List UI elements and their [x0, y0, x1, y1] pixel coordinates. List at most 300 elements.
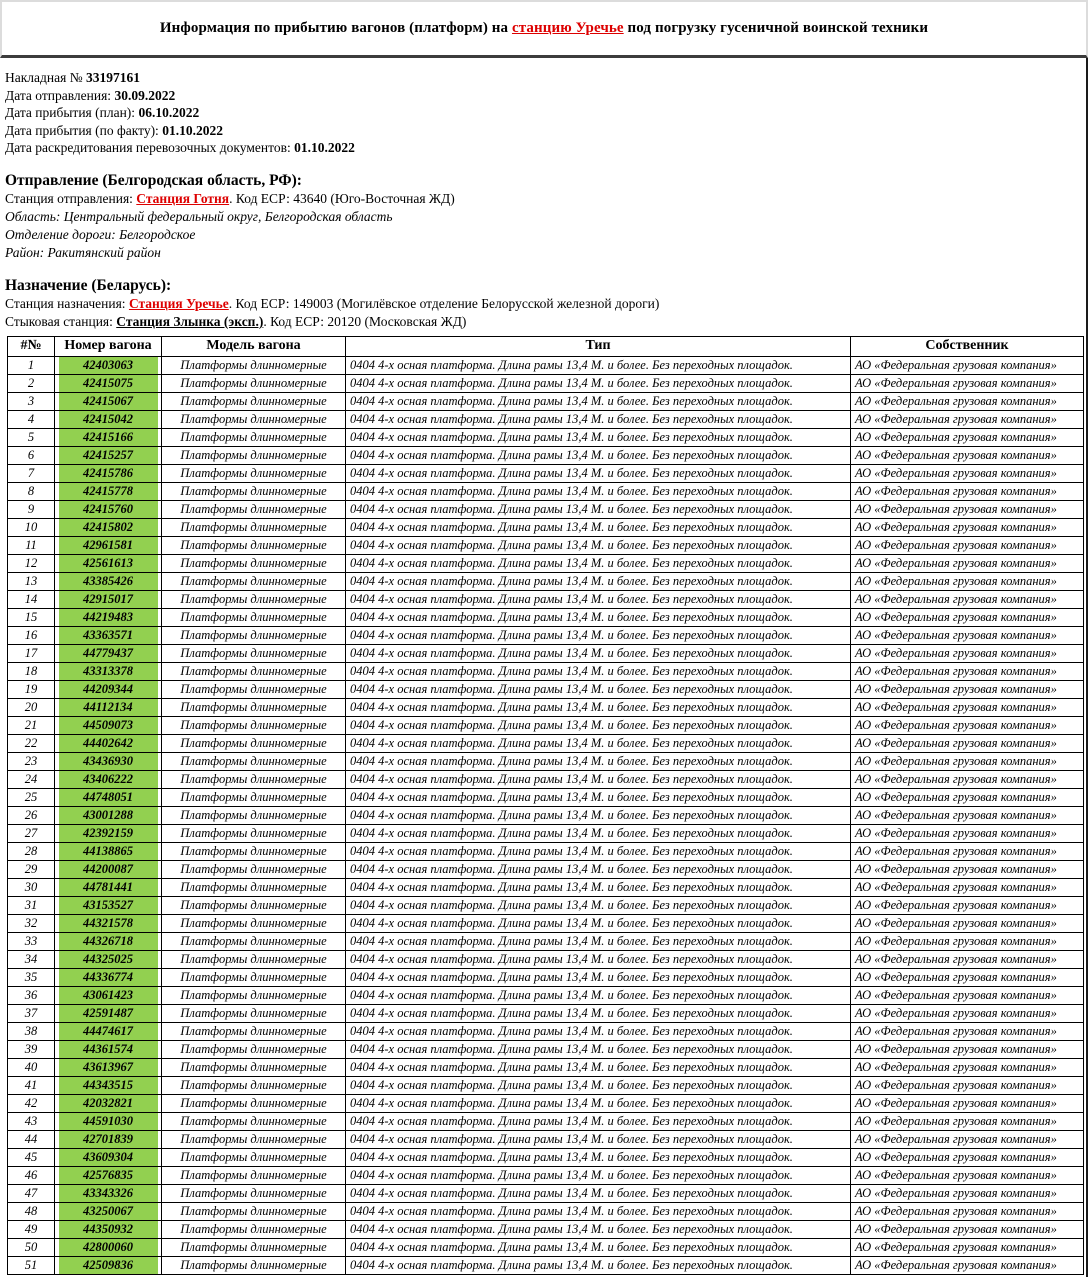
table-row	[8, 950, 1084, 968]
wagon-number-cell: 42701839	[55, 1130, 162, 1148]
wagon-number-cell: 43061423	[55, 986, 162, 1004]
wagon-model-cell: Платформы длинномерные	[162, 734, 346, 752]
wagon-number-cell: 44321578	[55, 914, 162, 932]
wagon-number-cell: 42415760	[55, 500, 162, 518]
wagon-type-cell: 0404 4-х осная платформа. Длина рамы 13,4 М. и более. Без переходных площадок.	[346, 518, 851, 536]
wagon-model-cell: Платформы длинномерные	[162, 806, 346, 824]
wagon-table	[7, 336, 1084, 1275]
row-index-cell: 6	[8, 446, 55, 464]
wagon-model-cell: Платформы длинномерные	[162, 500, 346, 518]
row-index-cell: 40	[8, 1058, 55, 1076]
table-row	[8, 356, 1084, 374]
wagon-model-cell: Платформы длинномерные	[162, 1040, 346, 1058]
wagon-model-cell: Платформы длинномерные	[162, 1184, 346, 1202]
table-row	[8, 608, 1084, 626]
wagon-owner-cell: АО «Федеральная грузовая компания»	[851, 986, 1084, 1004]
row-index-cell: 5	[8, 428, 55, 446]
wagon-type-cell: 0404 4-х осная платформа. Длина рамы 13,4 М. и более. Без переходных площадок.	[346, 734, 851, 752]
wagon-model-cell: Платформы длинномерные	[162, 536, 346, 554]
table-row	[8, 374, 1084, 392]
wagon-number-cell: 42032821	[55, 1094, 162, 1112]
wagon-model-cell: Платформы длинномерные	[162, 1130, 346, 1148]
row-index-cell: 3	[8, 392, 55, 410]
row-index-cell: 38	[8, 1022, 55, 1040]
wagon-type-cell: 0404 4-х осная платформа. Длина рамы 13,4 М. и более. Без переходных площадок.	[346, 356, 851, 374]
wagon-number-cell: 42509836	[55, 1256, 162, 1274]
wagon-owner-cell: АО «Федеральная грузовая компания»	[851, 518, 1084, 536]
wagon-owner-cell: АО «Федеральная грузовая компания»	[851, 392, 1084, 410]
wagon-model-cell: Платформы длинномерные	[162, 950, 346, 968]
wagon-type-cell: 0404 4-х осная платформа. Длина рамы 13,4 М. и более. Без переходных площадок.	[346, 410, 851, 428]
wagon-number-cell: 44509073	[55, 716, 162, 734]
wagon-number-cell: 42392159	[55, 824, 162, 842]
documents-release-label: Дата раскредитования перевозочных документов:	[5, 140, 295, 156]
wagon-type-cell: 0404 4-х осная платформа. Длина рамы 13,4 М. и более. Без переходных площадок.	[346, 374, 851, 392]
table-row	[8, 392, 1084, 410]
departure-station-label: Станция отправления:	[5, 190, 137, 206]
wagon-number-cell: 44326718	[55, 932, 162, 950]
table-row	[8, 1004, 1084, 1022]
wagon-model-cell: Платформы длинномерные	[162, 842, 346, 860]
wagon-type-cell: 0404 4-х осная платформа. Длина рамы 13,4 М. и более. Без переходных площадок.	[346, 428, 851, 446]
table-row	[8, 1256, 1084, 1274]
wagon-owner-cell: АО «Федеральная грузовая компания»	[851, 734, 1084, 752]
wagon-number-cell: 42415075	[55, 374, 162, 392]
row-index-cell: 17	[8, 644, 55, 662]
wagon-type-cell: 0404 4-х осная платформа. Длина рамы 13,4 М. и более. Без переходных площадок.	[346, 1040, 851, 1058]
wagon-owner-cell: АО «Федеральная грузовая компания»	[851, 1094, 1084, 1112]
wagon-type-cell: 0404 4-х осная платформа. Длина рамы 13,4 М. и более. Без переходных площадок.	[346, 680, 851, 698]
row-index-cell: 24	[8, 770, 55, 788]
actual-arrival-label: Дата прибытия (по факту):	[5, 122, 163, 138]
wagon-owner-cell: АО «Федеральная грузовая компания»	[851, 680, 1084, 698]
wagon-model-cell: Платформы длинномерные	[162, 1058, 346, 1076]
table-row	[8, 446, 1084, 464]
wagon-model-cell: Платформы длинномерные	[162, 914, 346, 932]
wagon-type-cell: 0404 4-х осная платформа. Длина рамы 13,4 М. и более. Без переходных площадок.	[346, 1022, 851, 1040]
waybill-block	[5, 69, 1086, 157]
junction-station-rest: . Код ЕСР: 20120 (Московская ЖД)	[263, 313, 467, 329]
wagon-type-cell: 0404 4-х осная платформа. Длина рамы 13,4 М. и более. Без переходных площадок.	[346, 392, 851, 410]
table-row	[8, 878, 1084, 896]
wagon-model-cell: Платформы длинномерные	[162, 1004, 346, 1022]
wagon-model-cell: Платформы длинномерные	[162, 752, 346, 770]
wagon-number-cell: 43613967	[55, 1058, 162, 1076]
wagon-owner-cell: АО «Федеральная грузовая компания»	[851, 428, 1084, 446]
departure-region-line: Область: Центральный федеральный округ, Белгородская область	[5, 208, 393, 224]
wagon-type-cell: 0404 4-х осная платформа. Длина рамы 13,4 М. и более. Без переходных площадок.	[346, 1130, 851, 1148]
row-index-cell: 14	[8, 590, 55, 608]
table-row	[8, 806, 1084, 824]
row-index-cell: 20	[8, 698, 55, 716]
junction-station-line	[5, 313, 1086, 331]
wagon-model-cell: Платформы длинномерные	[162, 1238, 346, 1256]
table-row	[8, 644, 1084, 662]
wagon-owner-cell: АО «Федеральная грузовая компания»	[851, 1166, 1084, 1184]
title-station-link[interactable]: станцию Уречье	[511, 20, 624, 36]
row-index-cell: 33	[8, 932, 55, 950]
wagon-owner-cell: АО «Федеральная грузовая компания»	[851, 374, 1084, 392]
wagon-type-cell: 0404 4-х осная платформа. Длина рамы 13,4 М. и более. Без переходных площадок.	[346, 914, 851, 932]
wagon-number-cell: 44748051	[55, 788, 162, 806]
destination-station-line	[5, 295, 1086, 313]
wagon-model-cell: Платформы длинномерные	[162, 608, 346, 626]
waybill-number-line	[5, 69, 1086, 87]
wagon-owner-cell: АО «Федеральная грузовая компания»	[851, 842, 1084, 860]
table-row	[8, 1166, 1084, 1184]
row-index-cell: 43	[8, 1112, 55, 1130]
wagon-number-cell: 42561613	[55, 554, 162, 572]
wagon-type-cell: 0404 4-х осная платформа. Длина рамы 13,4 М. и более. Без переходных площадок.	[346, 770, 851, 788]
wagon-number-cell: 44361574	[55, 1040, 162, 1058]
documents-release-line	[5, 139, 1086, 157]
wagon-owner-cell: АО «Федеральная грузовая компания»	[851, 716, 1084, 734]
wagon-number-cell: 42800060	[55, 1238, 162, 1256]
wagon-number-cell: 44112134	[55, 698, 162, 716]
wagon-number-cell: 44200087	[55, 860, 162, 878]
wagon-model-cell: Платформы длинномерные	[162, 662, 346, 680]
wagon-owner-cell: АО «Федеральная грузовая компания»	[851, 608, 1084, 626]
row-index-cell: 29	[8, 860, 55, 878]
row-index-cell: 21	[8, 716, 55, 734]
departure-station-line	[5, 190, 1086, 208]
document-title	[160, 20, 928, 37]
departure-heading: Отправление (Белгородская область, РФ):	[5, 171, 302, 189]
wagon-number-cell: 44591030	[55, 1112, 162, 1130]
row-index-cell: 35	[8, 968, 55, 986]
table-row	[8, 842, 1084, 860]
wagon-number-cell: 44779437	[55, 644, 162, 662]
planned-arrival-line	[5, 104, 1086, 122]
wagon-model-cell: Платформы длинномерные	[162, 446, 346, 464]
wagon-model-cell: Платформы длинномерные	[162, 554, 346, 572]
wagon-model-cell: Платформы длинномерные	[162, 1022, 346, 1040]
row-index-cell: 2	[8, 374, 55, 392]
wagon-model-cell: Платформы длинномерные	[162, 770, 346, 788]
wagon-model-cell: Платформы длинномерные	[162, 590, 346, 608]
wagon-number-cell: 44138865	[55, 842, 162, 860]
destination-section	[5, 276, 1086, 331]
wagon-model-cell: Платформы длинномерные	[162, 824, 346, 842]
row-index-cell: 7	[8, 464, 55, 482]
table-row	[8, 554, 1084, 572]
wagon-owner-cell: АО «Федеральная грузовая компания»	[851, 824, 1084, 842]
wagon-owner-cell: АО «Федеральная грузовая компания»	[851, 590, 1084, 608]
wagon-type-cell: 0404 4-х осная платформа. Длина рамы 13,4 М. и более. Без переходных площадок.	[346, 536, 851, 554]
planned-arrival-value: 06.10.2022	[138, 105, 200, 121]
wagon-model-cell: Платформы длинномерные	[162, 716, 346, 734]
junction-station-label: Стыковая станция:	[5, 313, 117, 329]
wagon-owner-cell: АО «Федеральная грузовая компания»	[851, 788, 1084, 806]
wagon-owner-cell: АО «Федеральная грузовая компания»	[851, 572, 1084, 590]
document-title-suffix: под погрузку гусеничной воинской техники	[623, 20, 929, 36]
row-index-cell: 32	[8, 914, 55, 932]
wagon-model-cell: Платформы длинномерные	[162, 1220, 346, 1238]
waybill-number-label: Накладная №	[5, 70, 86, 85]
wagon-type-cell: 0404 4-х осная платформа. Длина рамы 13,4 М. и более. Без переходных площадок.	[346, 590, 851, 608]
wagon-table-head	[8, 336, 1084, 356]
departure-date-value: 30.09.2022	[114, 87, 176, 103]
wagon-type-cell: 0404 4-х осная платформа. Длина рамы 13,4 М. и более. Без переходных площадок.	[346, 554, 851, 572]
table-row	[8, 914, 1084, 932]
wagon-owner-cell: АО «Федеральная грузовая компания»	[851, 1022, 1084, 1040]
row-index-cell: 26	[8, 806, 55, 824]
row-index-cell: 1	[8, 356, 55, 374]
wagon-owner-cell: АО «Федеральная грузовая компания»	[851, 626, 1084, 644]
row-index-cell: 48	[8, 1202, 55, 1220]
wagon-number-cell: 42415166	[55, 428, 162, 446]
table-row	[8, 752, 1084, 770]
wagon-number-cell: 43153527	[55, 896, 162, 914]
wagon-number-cell: 42415802	[55, 518, 162, 536]
header-row	[8, 336, 1084, 356]
table-row	[8, 572, 1084, 590]
wagon-number-cell: 42415042	[55, 410, 162, 428]
row-index-cell: 44	[8, 1130, 55, 1148]
wagon-type-cell: 0404 4-х осная платформа. Длина рамы 13,4 М. и более. Без переходных площадок.	[346, 1076, 851, 1094]
table-row	[8, 1238, 1084, 1256]
header-wagon-type: Тип	[346, 336, 851, 356]
table-row	[8, 1076, 1084, 1094]
document-content	[0, 58, 1088, 1277]
wagon-number-cell: 44781441	[55, 878, 162, 896]
wagon-number-cell: 43406222	[55, 770, 162, 788]
wagon-type-cell: 0404 4-х осная платформа. Длина рамы 13,4 М. и более. Без переходных площадок.	[346, 1004, 851, 1022]
wagon-type-cell: 0404 4-х осная платформа. Длина рамы 13,4 М. и более. Без переходных площадок.	[346, 1184, 851, 1202]
wagon-model-cell: Платформы длинномерные	[162, 698, 346, 716]
row-index-cell: 36	[8, 986, 55, 1004]
wagon-type-cell: 0404 4-х осная платформа. Длина рамы 13,4 М. и более. Без переходных площадок.	[346, 716, 851, 734]
wagon-type-cell: 0404 4-х осная платформа. Длина рамы 13,4 М. и более. Без переходных площадок.	[346, 626, 851, 644]
table-row	[8, 896, 1084, 914]
wagon-model-cell: Платформы длинномерные	[162, 1166, 346, 1184]
table-row	[8, 770, 1084, 788]
wagon-number-cell: 44474617	[55, 1022, 162, 1040]
actual-arrival-line	[5, 122, 1086, 140]
wagon-number-cell: 43436930	[55, 752, 162, 770]
wagon-owner-cell: АО «Федеральная грузовая компания»	[851, 1076, 1084, 1094]
table-row	[8, 482, 1084, 500]
wagon-type-cell: 0404 4-х осная платформа. Длина рамы 13,4 М. и более. Без переходных площадок.	[346, 482, 851, 500]
wagon-number-cell: 44343515	[55, 1076, 162, 1094]
wagon-number-cell: 43343326	[55, 1184, 162, 1202]
header-wagon-model: Модель вагона	[162, 336, 346, 356]
wagon-owner-cell: АО «Федеральная грузовая компания»	[851, 698, 1084, 716]
table-row	[8, 428, 1084, 446]
row-index-cell: 50	[8, 1238, 55, 1256]
wagon-model-cell: Платформы длинномерные	[162, 518, 346, 536]
row-index-cell: 13	[8, 572, 55, 590]
wagon-number-cell: 42591487	[55, 1004, 162, 1022]
wagon-owner-cell: АО «Федеральная грузовая компания»	[851, 464, 1084, 482]
wagon-owner-cell: АО «Федеральная грузовая компания»	[851, 410, 1084, 428]
table-row	[8, 1148, 1084, 1166]
wagon-type-cell: 0404 4-х осная платформа. Длина рамы 13,4 М. и более. Без переходных площадок.	[346, 1094, 851, 1112]
departure-division-line: Отделение дороги: Белгородское	[5, 226, 196, 242]
table-row	[8, 932, 1084, 950]
wagon-number-cell: 44336774	[55, 968, 162, 986]
wagon-type-cell: 0404 4-х осная платформа. Длина рамы 13,4 М. и более. Без переходных площадок.	[346, 968, 851, 986]
wagon-owner-cell: АО «Федеральная грузовая компания»	[851, 1238, 1084, 1256]
wagon-owner-cell: АО «Федеральная грузовая компания»	[851, 1004, 1084, 1022]
destination-station-link[interactable]: Станция Уречье	[128, 295, 229, 311]
wagon-number-cell: 42915017	[55, 590, 162, 608]
table-row	[8, 518, 1084, 536]
wagon-owner-cell: АО «Федеральная грузовая компания»	[851, 662, 1084, 680]
row-index-cell: 12	[8, 554, 55, 572]
wagon-type-cell: 0404 4-х осная платформа. Длина рамы 13,4 М. и более. Без переходных площадок.	[346, 860, 851, 878]
wagon-type-cell: 0404 4-х осная платформа. Длина рамы 13,4 М. и более. Без переходных площадок.	[346, 1166, 851, 1184]
table-row	[8, 1130, 1084, 1148]
table-row	[8, 860, 1084, 878]
wagon-owner-cell: АО «Федеральная грузовая компания»	[851, 356, 1084, 374]
wagon-model-cell: Платформы длинномерные	[162, 572, 346, 590]
row-index-cell: 39	[8, 1040, 55, 1058]
wagon-table-body	[8, 356, 1084, 1274]
wagon-owner-cell: АО «Федеральная грузовая компания»	[851, 752, 1084, 770]
table-row	[8, 1184, 1084, 1202]
wagon-owner-cell: АО «Федеральная грузовая компания»	[851, 878, 1084, 896]
departure-station-link[interactable]: Станция Готня	[136, 190, 230, 206]
row-index-cell: 18	[8, 662, 55, 680]
table-row	[8, 698, 1084, 716]
wagon-type-cell: 0404 4-х осная платформа. Длина рамы 13,4 М. и более. Без переходных площадок.	[346, 464, 851, 482]
wagon-owner-cell: АО «Федеральная грузовая компания»	[851, 914, 1084, 932]
wagon-model-cell: Платформы длинномерные	[162, 1094, 346, 1112]
row-index-cell: 28	[8, 842, 55, 860]
header-index: #№	[8, 336, 55, 356]
wagon-number-cell: 42961581	[55, 536, 162, 554]
waybill-number-value: 33197161	[85, 70, 140, 85]
wagon-type-cell: 0404 4-х осная платформа. Длина рамы 13,4 М. и более. Без переходных площадок.	[346, 500, 851, 518]
wagon-type-cell: 0404 4-х осная платформа. Длина рамы 13,4 М. и более. Без переходных площадок.	[346, 1238, 851, 1256]
wagon-model-cell: Платформы длинномерные	[162, 428, 346, 446]
wagon-type-cell: 0404 4-х осная платформа. Длина рамы 13,4 М. и более. Без переходных площадок.	[346, 1202, 851, 1220]
table-row	[8, 1094, 1084, 1112]
wagon-type-cell: 0404 4-х осная платформа. Длина рамы 13,4 М. и более. Без переходных площадок.	[346, 644, 851, 662]
table-row	[8, 626, 1084, 644]
wagon-model-cell: Платформы длинномерные	[162, 986, 346, 1004]
wagon-model-cell: Платформы длинномерные	[162, 644, 346, 662]
wagon-owner-cell: АО «Федеральная грузовая компания»	[851, 896, 1084, 914]
wagon-owner-cell: АО «Федеральная грузовая компания»	[851, 446, 1084, 464]
table-row	[8, 590, 1084, 608]
table-row	[8, 1058, 1084, 1076]
wagon-model-cell: Платформы длинномерные	[162, 482, 346, 500]
wagon-owner-cell: АО «Федеральная грузовая компания»	[851, 1202, 1084, 1220]
wagon-number-cell: 42415778	[55, 482, 162, 500]
wagon-owner-cell: АО «Федеральная грузовая компания»	[851, 950, 1084, 968]
wagon-owner-cell: АО «Федеральная грузовая компания»	[851, 1148, 1084, 1166]
row-index-cell: 15	[8, 608, 55, 626]
title-block	[0, 0, 1088, 58]
wagon-type-cell: 0404 4-х осная платформа. Длина рамы 13,4 М. и более. Без переходных площадок.	[346, 1220, 851, 1238]
table-row	[8, 464, 1084, 482]
row-index-cell: 4	[8, 410, 55, 428]
wagon-type-cell: 0404 4-х осная платформа. Длина рамы 13,4 М. и более. Без переходных площадок.	[346, 986, 851, 1004]
wagon-type-cell: 0404 4-х осная платформа. Длина рамы 13,4 М. и более. Без переходных площадок.	[346, 446, 851, 464]
wagon-type-cell: 0404 4-х осная платформа. Длина рамы 13,4 М. и более. Без переходных площадок.	[346, 896, 851, 914]
table-row	[8, 1220, 1084, 1238]
table-row	[8, 716, 1084, 734]
document-title-prefix: Информация по прибытию вагонов (платформ) на	[159, 20, 512, 36]
row-index-cell: 51	[8, 1256, 55, 1274]
wagon-model-cell: Платформы длинномерные	[162, 356, 346, 374]
table-row	[8, 734, 1084, 752]
wagon-owner-cell: АО «Федеральная грузовая компания»	[851, 500, 1084, 518]
table-row	[8, 968, 1084, 986]
wagon-type-cell: 0404 4-х осная платформа. Длина рамы 13,4 М. и более. Без переходных площадок.	[346, 752, 851, 770]
wagon-number-cell: 44209344	[55, 680, 162, 698]
table-row	[8, 410, 1084, 428]
wagon-number-cell: 43001288	[55, 806, 162, 824]
wagon-number-cell: 44350932	[55, 1220, 162, 1238]
wagon-model-cell: Платформы длинномерные	[162, 374, 346, 392]
row-index-cell: 22	[8, 734, 55, 752]
wagon-model-cell: Платформы длинномерные	[162, 860, 346, 878]
wagon-number-cell: 44402642	[55, 734, 162, 752]
header-wagon-number: Номер вагона	[55, 336, 162, 356]
wagon-model-cell: Платформы длинномерные	[162, 1148, 346, 1166]
junction-station-name: Станция Злынка (эксп.)	[116, 313, 264, 329]
wagon-model-cell: Платформы длинномерные	[162, 1202, 346, 1220]
row-index-cell: 49	[8, 1220, 55, 1238]
wagon-owner-cell: АО «Федеральная грузовая компания»	[851, 1040, 1084, 1058]
wagon-owner-cell: АО «Федеральная грузовая компания»	[851, 644, 1084, 662]
wagon-owner-cell: АО «Федеральная грузовая компания»	[851, 1058, 1084, 1076]
wagon-owner-cell: АО «Федеральная грузовая компания»	[851, 554, 1084, 572]
wagon-type-cell: 0404 4-х осная платформа. Длина рамы 13,4 М. и более. Без переходных площадок.	[346, 1256, 851, 1274]
row-index-cell: 9	[8, 500, 55, 518]
table-row	[8, 1022, 1084, 1040]
table-row	[8, 788, 1084, 806]
table-row	[8, 536, 1084, 554]
wagon-model-cell: Платформы длинномерные	[162, 464, 346, 482]
wagon-number-cell: 42403063	[55, 356, 162, 374]
wagon-type-cell: 0404 4-х осная платформа. Длина рамы 13,4 М. и более. Без переходных площадок.	[346, 572, 851, 590]
wagon-model-cell: Платформы длинномерные	[162, 392, 346, 410]
wagon-number-cell: 43385426	[55, 572, 162, 590]
row-index-cell: 19	[8, 680, 55, 698]
actual-arrival-value: 01.10.2022	[162, 122, 223, 138]
table-row	[8, 680, 1084, 698]
destination-station-rest: . Код ЕСР: 149003 (Могилёвское отделение Белорусской железной дороги)	[228, 295, 660, 311]
wagon-owner-cell: АО «Федеральная грузовая компания»	[851, 968, 1084, 986]
row-index-cell: 46	[8, 1166, 55, 1184]
wagon-type-cell: 0404 4-х осная платформа. Длина рамы 13,4 М. и более. Без переходных площадок.	[346, 1058, 851, 1076]
table-row	[8, 986, 1084, 1004]
wagon-number-cell: 42415067	[55, 392, 162, 410]
wagon-type-cell: 0404 4-х осная платформа. Длина рамы 13,4 М. и более. Без переходных площадок.	[346, 1112, 851, 1130]
wagon-number-cell: 44325025	[55, 950, 162, 968]
destination-heading: Назначение (Беларусь):	[5, 276, 172, 294]
wagon-owner-cell: АО «Федеральная грузовая компания»	[851, 1220, 1084, 1238]
table-row	[8, 500, 1084, 518]
row-index-cell: 8	[8, 482, 55, 500]
table-row	[8, 662, 1084, 680]
departure-date-label: Дата отправления:	[5, 87, 115, 103]
wagon-type-cell: 0404 4-х осная платформа. Длина рамы 13,4 М. и более. Без переходных площадок.	[346, 842, 851, 860]
departure-section	[5, 171, 1086, 262]
row-index-cell: 27	[8, 824, 55, 842]
wagon-type-cell: 0404 4-х осная платформа. Длина рамы 13,4 М. и более. Без переходных площадок.	[346, 662, 851, 680]
table-row	[8, 1202, 1084, 1220]
row-index-cell: 41	[8, 1076, 55, 1094]
row-index-cell: 23	[8, 752, 55, 770]
departure-station-rest: . Код ЕСР: 43640 (Юго-Восточная ЖД)	[229, 190, 455, 206]
wagon-model-cell: Платформы длинномерные	[162, 968, 346, 986]
wagon-type-cell: 0404 4-х осная платформа. Длина рамы 13,4 М. и более. Без переходных площадок.	[346, 878, 851, 896]
